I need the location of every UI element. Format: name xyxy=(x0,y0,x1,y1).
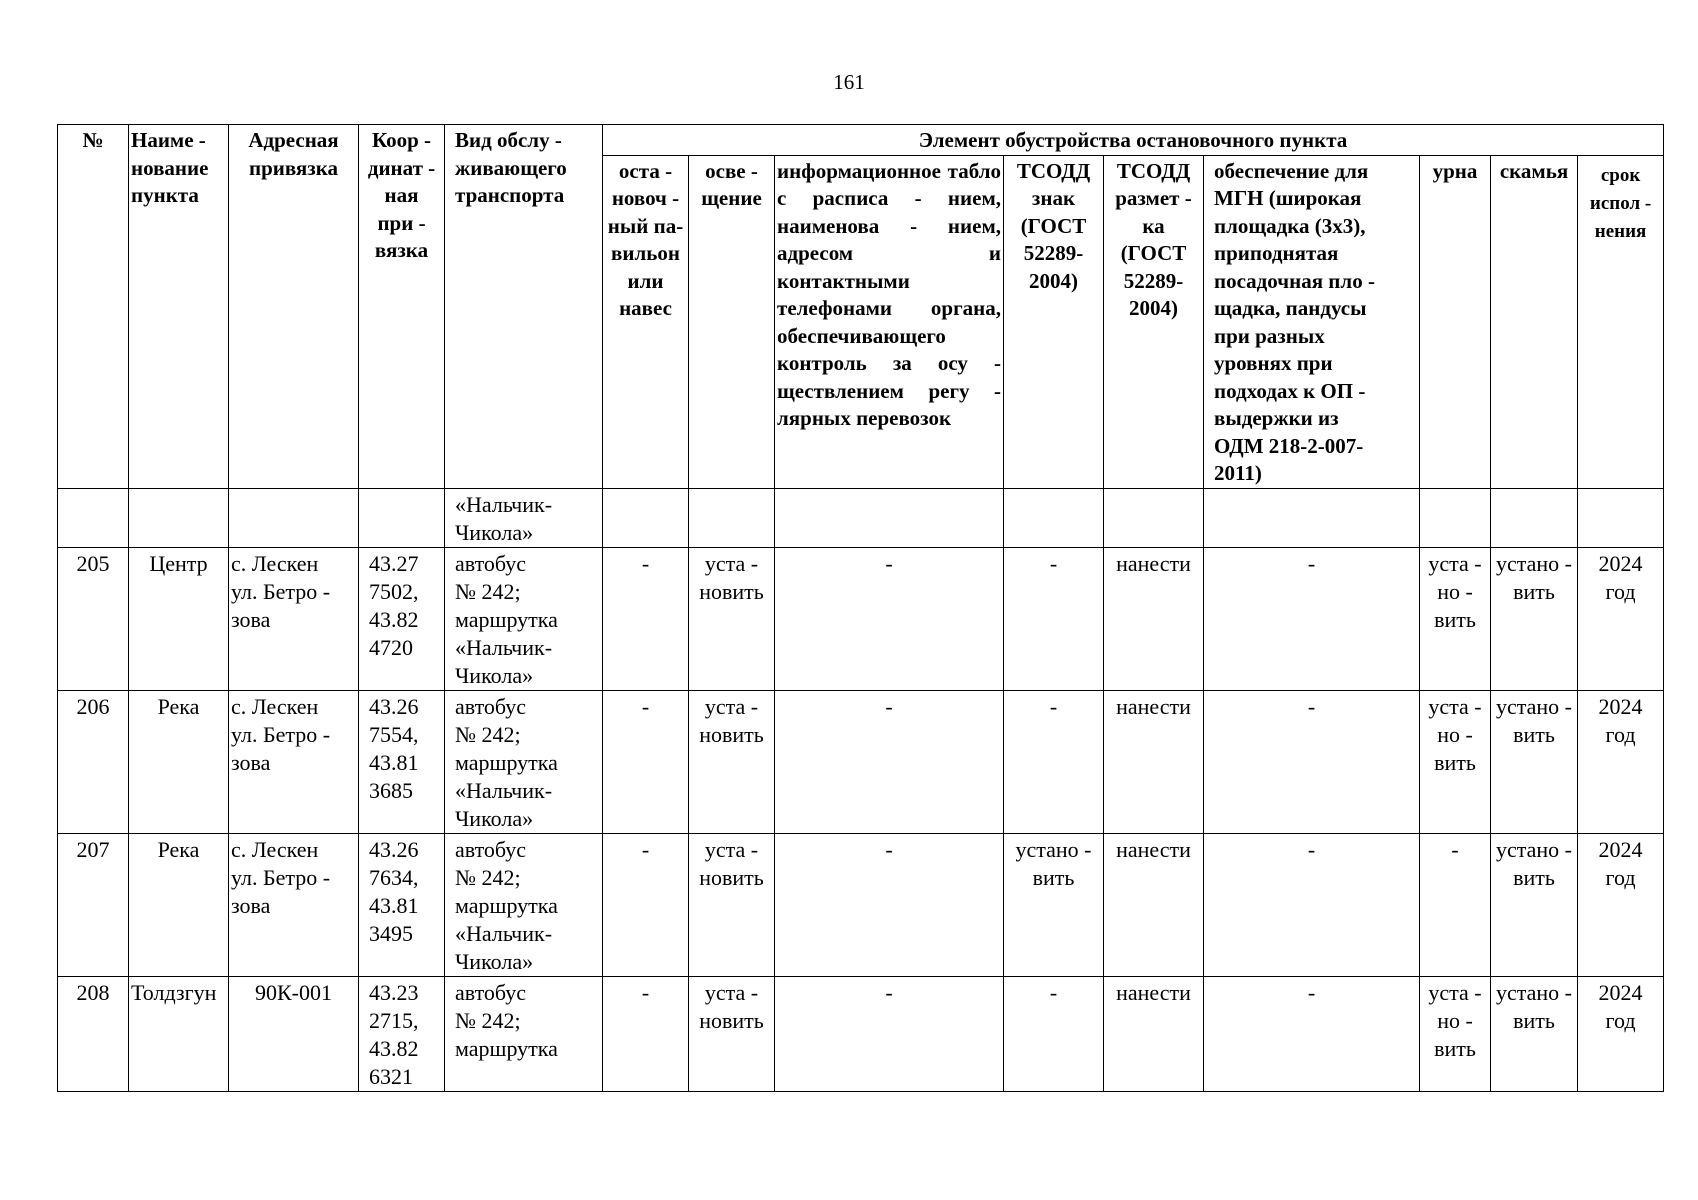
header-row-1 xyxy=(58,125,1664,156)
cell-empty xyxy=(1104,488,1204,547)
cell-empty xyxy=(603,488,689,547)
header-name: Наиме - нование пункта xyxy=(129,125,229,489)
cell-pavilion: - xyxy=(603,833,689,976)
cell-num: 207 xyxy=(58,833,129,976)
cell-pavilion: - xyxy=(603,976,689,1091)
cell-mgn: - xyxy=(1204,547,1420,690)
cell-deadline: 2024 год xyxy=(1578,547,1664,690)
cell-tsodd-marking: нанести xyxy=(1104,547,1204,690)
cell-empty xyxy=(1578,488,1664,547)
header-bench: скамья xyxy=(1491,155,1578,488)
cell-tsodd-sign: устано - вить xyxy=(1004,833,1104,976)
cell-urn: уста - но - вить xyxy=(1420,976,1491,1091)
header-tsodd-marking: ТСОДД размет - ка (ГОСТ 52289- 2004) xyxy=(1104,155,1204,488)
cell-transport: автобус № 242; маршрутка «Нальчик- Чикола» xyxy=(445,690,603,833)
cell-address: с. Лескен ул. Бетро - зова xyxy=(229,690,359,833)
header-lighting: осве - щение xyxy=(689,155,775,488)
cell-info-board: - xyxy=(775,833,1004,976)
cell-deadline: 2024 год xyxy=(1578,976,1664,1091)
cell-empty xyxy=(58,488,129,547)
header-group: Элемент обустройства остановочного пункта xyxy=(603,125,1664,156)
cell-transport: автобус № 242; маршрутка «Нальчик- Чикола» xyxy=(445,833,603,976)
table-row xyxy=(58,976,1664,1091)
cell-address: с. Лескен ул. Бетро - зова xyxy=(229,833,359,976)
cell-name: Река xyxy=(129,833,229,976)
cell-bench: устано - вить xyxy=(1491,833,1578,976)
page-number: 161 xyxy=(833,70,865,94)
cell-urn: уста - но - вить xyxy=(1420,690,1491,833)
cell-tsodd-sign: - xyxy=(1004,547,1104,690)
cell-empty xyxy=(229,488,359,547)
header-urn: урна xyxy=(1420,155,1491,488)
header-tsodd-sign: ТСОДД знак (ГОСТ 52289- 2004) xyxy=(1004,155,1104,488)
cell-tsodd-marking: нанести xyxy=(1104,833,1204,976)
cell-empty xyxy=(1204,488,1420,547)
header-coords: Коор - динат - ная при - вязка xyxy=(359,125,445,489)
cell-deadline: 2024 год xyxy=(1578,690,1664,833)
cell-address: 90К-001 xyxy=(229,976,359,1091)
cell-coords: 43.23 2715, 43.82 6321 xyxy=(359,976,445,1091)
cell-empty xyxy=(1491,488,1578,547)
cell-urn: уста - но - вить xyxy=(1420,547,1491,690)
header-pavilion: оста - новоч - ный па- вильон или навес xyxy=(603,155,689,488)
cell-lighting: уста - новить xyxy=(689,833,775,976)
cell-coords: 43.26 7634, 43.81 3495 xyxy=(359,833,445,976)
table-row xyxy=(58,833,1664,976)
cell-tsodd-sign: - xyxy=(1004,976,1104,1091)
cell-empty xyxy=(1004,488,1104,547)
cell-info-board: - xyxy=(775,976,1004,1091)
cell-empty xyxy=(359,488,445,547)
header-mgn: обеспечение для МГН (широкая площадка (3х3), приподнятая посадочная пло - щадка, пандусы при разных уровнях при подходах к ОП - выдержки из ОДМ 218-2-007- 2011) xyxy=(1204,155,1420,488)
cell-tsodd-sign: - xyxy=(1004,690,1104,833)
cell-bench: устано - вить xyxy=(1491,547,1578,690)
bus-stop-table xyxy=(57,124,1664,1092)
cell-num: 208 xyxy=(58,976,129,1091)
cell-empty xyxy=(689,488,775,547)
cell-lighting: уста - новить xyxy=(689,547,775,690)
cell-info-board: - xyxy=(775,690,1004,833)
cell-transport: автобус № 242; маршрутка «Нальчик- Чикола» xyxy=(445,547,603,690)
header-info-board: информационное табло с расписа - нием, наименова - нием, адресом и контактными телефонами органа, обеспечивающего контроль за осу - ществлением регу - лярных перевозок xyxy=(775,155,1004,488)
cell-empty xyxy=(775,488,1004,547)
cell-coords: 43.27 7502, 43.82 4720 xyxy=(359,547,445,690)
cell-empty xyxy=(1420,488,1491,547)
cell-pavilion: - xyxy=(603,690,689,833)
cell-mgn: - xyxy=(1204,976,1420,1091)
cell-pavilion: - xyxy=(603,547,689,690)
cell-transport: «Нальчик- Чикола» xyxy=(445,488,603,547)
cell-transport: автобус № 242; маршрутка xyxy=(445,976,603,1091)
cell-coords: 43.26 7554, 43.81 3685 xyxy=(359,690,445,833)
cell-mgn: - xyxy=(1204,833,1420,976)
table-row xyxy=(58,690,1664,833)
header-transport: Вид обслу - живающего транспорта xyxy=(445,125,603,489)
table-row xyxy=(58,547,1664,690)
cell-tsodd-marking: нанести xyxy=(1104,976,1204,1091)
cell-name: Центр xyxy=(129,547,229,690)
header-num: № xyxy=(58,125,129,489)
cell-tsodd-marking: нанести xyxy=(1104,690,1204,833)
cell-deadline: 2024 год xyxy=(1578,833,1664,976)
header-address: Адресная привязка xyxy=(229,125,359,489)
header-deadline: срок испол - нения xyxy=(1578,155,1664,488)
cell-num: 206 xyxy=(58,690,129,833)
cell-bench: устано - вить xyxy=(1491,976,1578,1091)
cell-address: с. Лескен ул. Бетро - зова xyxy=(229,547,359,690)
cell-info-board: - xyxy=(775,547,1004,690)
cell-lighting: уста - новить xyxy=(689,976,775,1091)
cell-name: Река xyxy=(129,690,229,833)
cell-empty xyxy=(129,488,229,547)
cell-lighting: уста - новить xyxy=(689,690,775,833)
cell-name: Толдзгун xyxy=(129,976,229,1091)
cell-urn: - xyxy=(1420,833,1491,976)
cell-mgn: - xyxy=(1204,690,1420,833)
cell-num: 205 xyxy=(58,547,129,690)
cell-bench: устано - вить xyxy=(1491,690,1578,833)
continuation-row xyxy=(58,488,1664,547)
